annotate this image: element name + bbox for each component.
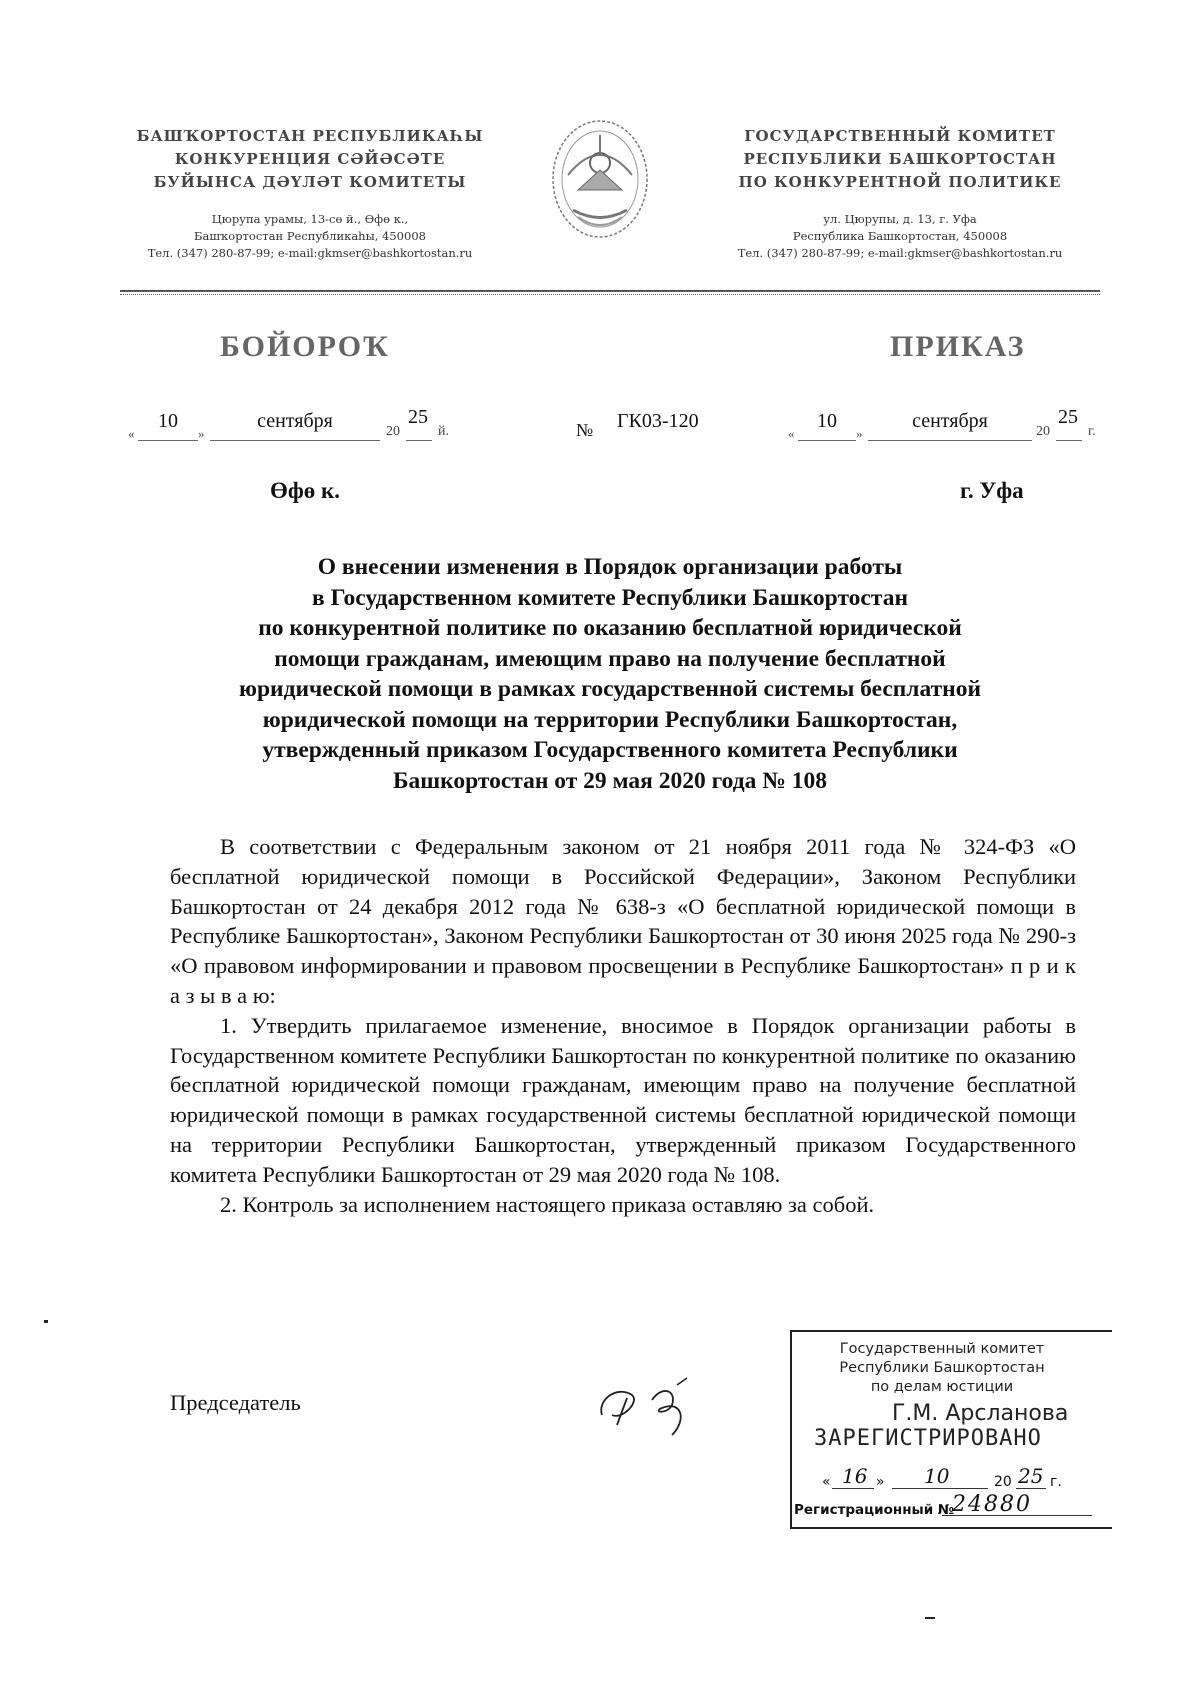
date-century: 20	[1036, 424, 1050, 439]
date-day: 10	[817, 410, 837, 432]
org-name-line: ГОСУДАРСТВЕННЫЙ КОМИТЕТ	[744, 127, 1056, 145]
doc-type-russian: ПРИКАЗ	[890, 330, 1026, 363]
quote-close: »	[856, 426, 863, 441]
underline	[868, 440, 1032, 441]
address-block	[700, 211, 1100, 262]
quote-close: »	[198, 426, 205, 441]
stamp-century: 20	[994, 1474, 1012, 1490]
title-line: Башкортостан от 29 мая 2020 года № 108	[393, 767, 827, 794]
underline	[1056, 440, 1082, 441]
date-right	[788, 406, 1118, 450]
address-line: ул. Цюрупы, д. 13, г. Уфа	[823, 212, 977, 226]
org-name-line: ПО КОНКУРЕНТНОЙ ПОЛИТИКЕ	[738, 173, 1062, 191]
underline	[832, 1488, 874, 1489]
stamp-header-line: по делам юстиции	[870, 1379, 1014, 1395]
org-name-line: БАШҠОРТОСТАН РЕСПУБЛИКАҺЫ	[136, 127, 484, 145]
title-line: утвержденный приказом Государственного комитета Республики	[262, 737, 958, 763]
underline	[942, 1515, 1092, 1516]
address-line: Тел. (347) 280-87-99; e-mail:gkmser@bashkortostan.ru	[147, 246, 473, 260]
title-line: по конкурентной политике по оказанию бесплатной юридической	[258, 615, 962, 641]
underline	[210, 440, 380, 441]
stamp-year: 25	[1018, 1464, 1044, 1488]
stamp-day: 16	[842, 1464, 868, 1488]
scan-speck	[925, 1617, 935, 1619]
header-divider-dotted	[120, 294, 1100, 295]
stamp-header-line: Республики Башкортостан	[839, 1360, 1045, 1376]
address-line: Тел. (347) 280-87-99; e-mail:gkmser@bashkortostan.ru	[737, 246, 1063, 260]
date-day: 10	[158, 410, 178, 432]
stamp-reg-number-label: Регистрационный №	[794, 1502, 955, 1518]
preamble-paragraph: В соответствии с Федеральным законом от 21 ноября 2011 года № 324-ФЗ «О бесплатной юридической помощи в Российской Федерации», Законом Республики Башкортостан от 24 декабря 2012 года № 638-з «О бесплатной юридической помощи в Республике Башкортостан», Законом Республики Башкортостан от 30 июня 2025 года № 290-з «О правовом информировании и правовом просвещении в Республике Башкортостан» п р и к а з ы в а ю:	[170, 834, 1076, 1008]
title-line: юридической помощи в рамках государственной системы бесплатной	[239, 676, 981, 702]
header-left	[110, 125, 510, 262]
order-item-1: 1. Утвердить прилагаемое изменение, вносимое в Порядок организации работы в Государственном комитете Республики Башкортостан по конкурентной политике по оказанию бесплатной юридической помощи гражданам, имеющим право на получение бесплатной юридической помощи в рамках государственной системы бесплатной юридической помощи на территории Республики Башкортостан, утвержденный приказом Государственного комитета Республики Башкортостан от 29 мая 2020 года № 108.	[170, 1012, 1076, 1187]
stamp-date-suffix: г.	[1050, 1474, 1062, 1490]
quote-open: «	[128, 426, 135, 441]
stamp-month: 10	[924, 1464, 950, 1488]
city-russian: г. Уфа	[960, 478, 1024, 503]
stamp-registered-label: ЗАРЕГИСТРИРОВАНО	[814, 1426, 1042, 1451]
underline	[892, 1488, 988, 1489]
coat-of-arms-emblem	[548, 115, 652, 250]
stamp-reg-number: 24880	[952, 1492, 1032, 1517]
quote-close: »	[876, 1474, 885, 1490]
org-name-line: РЕСПУБЛИКИ БАШКОРТОСТАН	[743, 150, 1057, 168]
date-month: сентября	[912, 410, 988, 432]
stamp-header	[792, 1340, 1092, 1397]
date-left	[128, 406, 508, 450]
quote-open: «	[788, 426, 795, 441]
order-number: ГК03-120	[617, 410, 699, 432]
org-name-line: БУЙЫНСА ДӘҮЛӘТ КОМИТЕТЫ	[153, 173, 467, 191]
underline	[798, 440, 856, 441]
header-right	[700, 125, 1100, 262]
document-title	[170, 552, 1050, 796]
doc-type-bashkir: БОЙОРОҠ	[220, 330, 390, 363]
date-century: 20	[386, 424, 400, 439]
underline	[406, 440, 432, 441]
title-line: О внесении изменения в Порядок организации работы	[317, 554, 903, 580]
date-suffix: г.	[1088, 424, 1096, 439]
city-bashkir: Өфө к.	[270, 478, 341, 503]
date-month: сентября	[257, 410, 333, 432]
handwritten-signature	[592, 1370, 702, 1440]
registration-stamp	[790, 1330, 1112, 1529]
scan-speck	[44, 1320, 48, 1323]
address-line: Цюрупа урамы, 13-сө й., Өфө к.,	[211, 212, 409, 226]
header-divider	[120, 290, 1100, 292]
underline	[1016, 1488, 1046, 1489]
org-name-line: КОНКУРЕНЦИЯ СӘЙӘСӘТЕ	[174, 150, 446, 168]
signer-position: Председатель	[170, 1390, 301, 1415]
address-line: Республика Башкортостан, 450008	[792, 229, 1008, 243]
stamp-official-name: Г.М. Арсланова	[892, 1401, 1069, 1426]
date-suffix: й.	[438, 424, 449, 439]
address-block	[110, 211, 510, 262]
underline	[138, 440, 198, 441]
title-line: в Государственном комитете Республики Башкортостан	[312, 584, 908, 611]
quote-open: «	[822, 1474, 831, 1490]
number-sign: №	[576, 420, 594, 440]
stamp-header-line: Государственный комитет	[839, 1341, 1045, 1357]
order-item-2: 2. Контроль за исполнением настоящего приказа оставляю за собой.	[220, 1191, 875, 1217]
title-line: юридической помощи на территории Республики Башкортостан,	[262, 706, 958, 733]
title-line: помощи гражданам, имеющим право на получение бесплатной	[274, 645, 946, 672]
address-line: Башҡортостан Республикаһы, 450008	[194, 229, 426, 243]
document-body	[170, 832, 1076, 1219]
date-year: 25	[1058, 406, 1078, 428]
date-year: 25	[408, 406, 428, 428]
